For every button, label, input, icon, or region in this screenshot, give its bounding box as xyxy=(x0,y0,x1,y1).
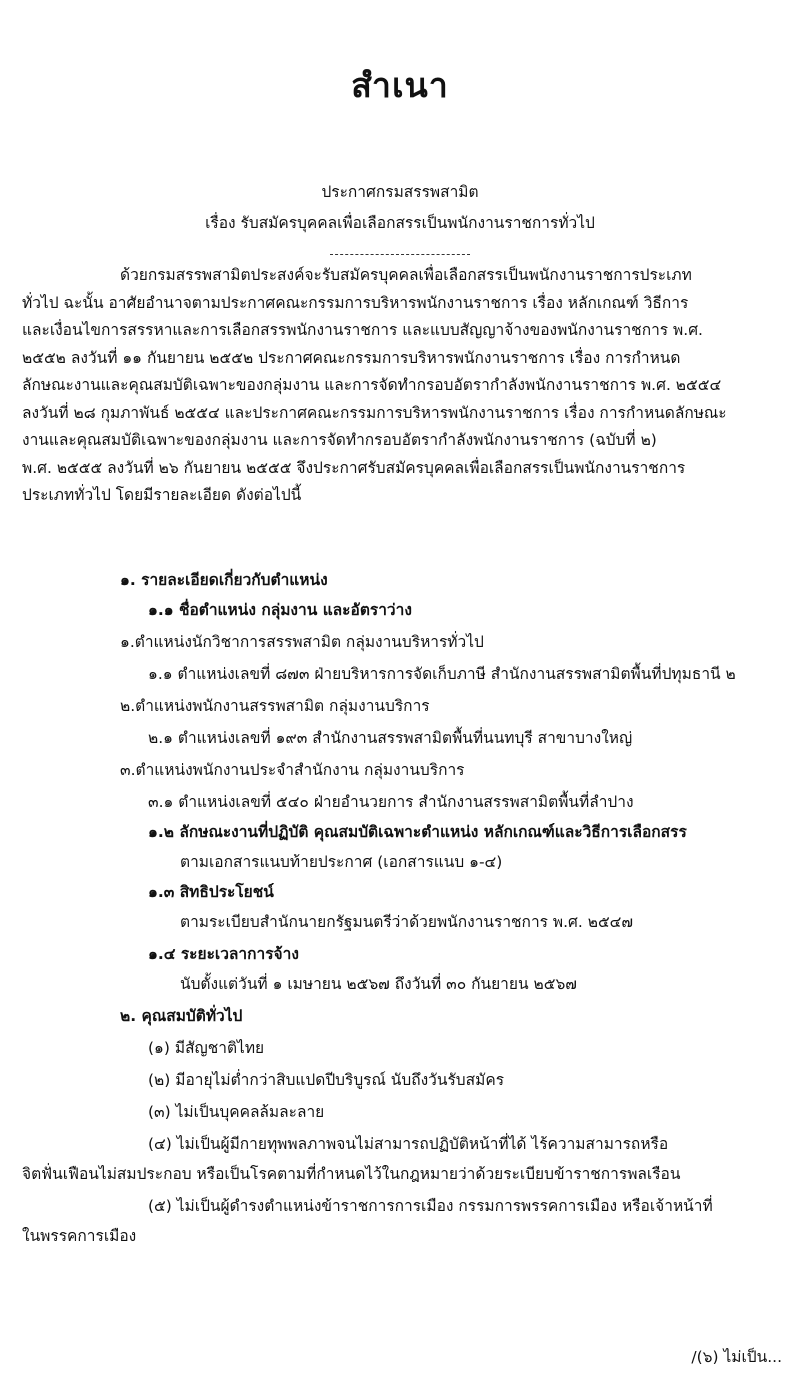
divider xyxy=(330,254,470,255)
section-1-1-title: ๑.๑ ชื่อตำแหน่ง กลุ่มงาน และอัตราว่าง xyxy=(148,601,412,619)
qualification-5-line-2: ในพรรคการเมือง xyxy=(22,1227,137,1245)
qualification-4-line-2: จิตฟั่นเฟือนไม่สมประกอบ หรือเป็นโรคตามที่กำหนดไว้ในกฎหมายว่าด้วยระเบียบข้าราชการพลเรือน xyxy=(22,1165,681,1183)
intro-line: ลักษณะงานและคุณสมบัติเฉพาะของกลุ่มงาน และการจัดทำกรอบอัตรากำลังพนักงานราชการ พ.ศ. ๒๕๕๔ xyxy=(22,376,722,394)
subject-line: เรื่อง รับสมัครบุคคลเพื่อเลือกสรรเป็นพนักงานราชการทั่วไป xyxy=(205,214,595,232)
position-2-detail: ๒.๑ ตำแหน่งเลขที่ ๑๙๓ สำนักงานสรรพสามิตพื้นที่นนทบุรี สาขาบางใหญ่ xyxy=(148,729,633,747)
position-3: ๓.ตำแหน่งพนักงานประจำสำนักงาน กลุ่มงานบริการ xyxy=(120,761,465,779)
intro-line: งานและคุณสมบัติเฉพาะของกลุ่มงาน และการจัดทำกรอบอัตรากำลังพนักงานราชการ (ฉบับที่ ๒) xyxy=(22,431,657,449)
position-1-detail: ๑.๑ ตำแหน่งเลขที่ ๘๗๓ ฝ่ายบริหารการจัดเก็บภาษี สำนักงานสรรพสามิตพื้นที่ปทุมธานี ๒ xyxy=(148,665,736,683)
qualification-1: (๑) มีสัญชาติไทย xyxy=(148,1039,265,1057)
section-1-3-text: ตามระเบียบสำนักนายกรัฐมนตรีว่าด้วยพนักงานราชการ พ.ศ. ๒๕๔๗ xyxy=(180,913,634,931)
intro-paragraph xyxy=(22,262,792,510)
intro-line: ด้วยกรมสรรพสามิตประสงค์จะรับสมัครบุคคลเพื่อเลือกสรรเป็นพนักงานราชการประเภท xyxy=(120,266,692,284)
continuation-note: /(๖) ไม่เป็น... xyxy=(691,1348,782,1366)
section-1-4-text: นับตั้งแต่วันที่ ๑ เมษายน ๒๕๖๗ ถึงวันที่ ๓๐ กันยายน ๒๕๖๗ xyxy=(180,975,577,993)
copy-stamp: สำเนา xyxy=(351,66,449,106)
intro-line: ทั่วไป ฉะนั้น อาศัยอำนาจตามประกาศคณะกรรมการบริหารพนักงานราชการ เรื่อง หลักเกณฑ์ วิธีการ xyxy=(22,293,689,312)
qualification-2: (๒) มีอายุไม่ต่ำกว่าสิบแปดปีบริบูรณ์ นับถึงวันรับสมัคร xyxy=(148,1071,505,1089)
intro-line: และเงื่อนไขการสรรหาและการเลือกสรรพนักงานราชการ และแบบสัญญาจ้างของพนักงานราชการ พ.ศ. xyxy=(22,321,703,339)
intro-line: พ.ศ. ๒๕๕๕ ลงวันที่ ๒๖ กันยายน ๒๕๕๕ จึงประกาศรับสมัครบุคคลเพื่อเลือกสรรเป็นพนักงานราชการ xyxy=(22,458,686,477)
qualification-4-line-1: (๔) ไม่เป็นผู้มีกายทุพพลภาพจนไม่สามารถปฏิบัติหน้าที่ได้ ไร้ความสามารถหรือ xyxy=(148,1135,669,1153)
section-1-2-text: ตามเอกสารแนบท้ายประกาศ (เอกสารแนบ ๑-๔) xyxy=(180,853,503,871)
qualification-3: (๓) ไม่เป็นบุคคลล้มละลาย xyxy=(148,1103,325,1121)
section-1-4-title: ๑.๔ ระยะเวลาการจ้าง xyxy=(148,945,299,963)
issuer-line: ประกาศกรมสรรพสามิต xyxy=(321,183,479,201)
position-2: ๒.ตำแหน่งพนักงานสรรพสามิต กลุ่มงานบริการ xyxy=(120,697,430,715)
position-1: ๑.ตำแหน่งนักวิชาการสรรพสามิต กลุ่มงานบริหารทั่วไป xyxy=(120,633,484,651)
section-1-2-title: ๑.๒ ลักษณะงานที่ปฏิบัติ คุณสมบัติเฉพาะตำแหน่ง หลักเกณฑ์และวิธีการเลือกสรร xyxy=(148,823,687,841)
section-1-3-title: ๑.๓ สิทธิประโยชน์ xyxy=(148,883,274,901)
intro-line: ประเภททั่วไป โดยมีรายละเอียด ดังต่อไปนี้ xyxy=(22,486,302,504)
intro-line: ลงวันที่ ๒๘ กุมภาพันธ์ ๒๕๕๔ และประกาศคณะกรรมการบริหารพนักงานราชการ เรื่อง การกำหนดลักษณะ xyxy=(22,403,727,422)
section-1-title: ๑. รายละเอียดเกี่ยวกับตำแหน่ง xyxy=(120,571,328,589)
qualification-5-line-1: (๕) ไม่เป็นผู้ดำรงตำแหน่งข้าราชการการเมือง กรรมการพรรคการเมือง หรือเจ้าหน้าที่ xyxy=(148,1197,713,1215)
section-2-title: ๒. คุณสมบัติทั่วไป xyxy=(120,1007,243,1025)
intro-line: ๒๕๕๒ ลงวันที่ ๑๑ กันยายน ๒๕๕๒ ประกาศคณะกรรมการบริหารพนักงานราชการ เรื่อง การกำหนด xyxy=(22,348,681,367)
position-3-detail: ๓.๑ ตำแหน่งเลขที่ ๕๔๐ ฝ่ายอำนวยการ สำนักงานสรรพสามิตพื้นที่ลำปาง xyxy=(148,793,634,811)
